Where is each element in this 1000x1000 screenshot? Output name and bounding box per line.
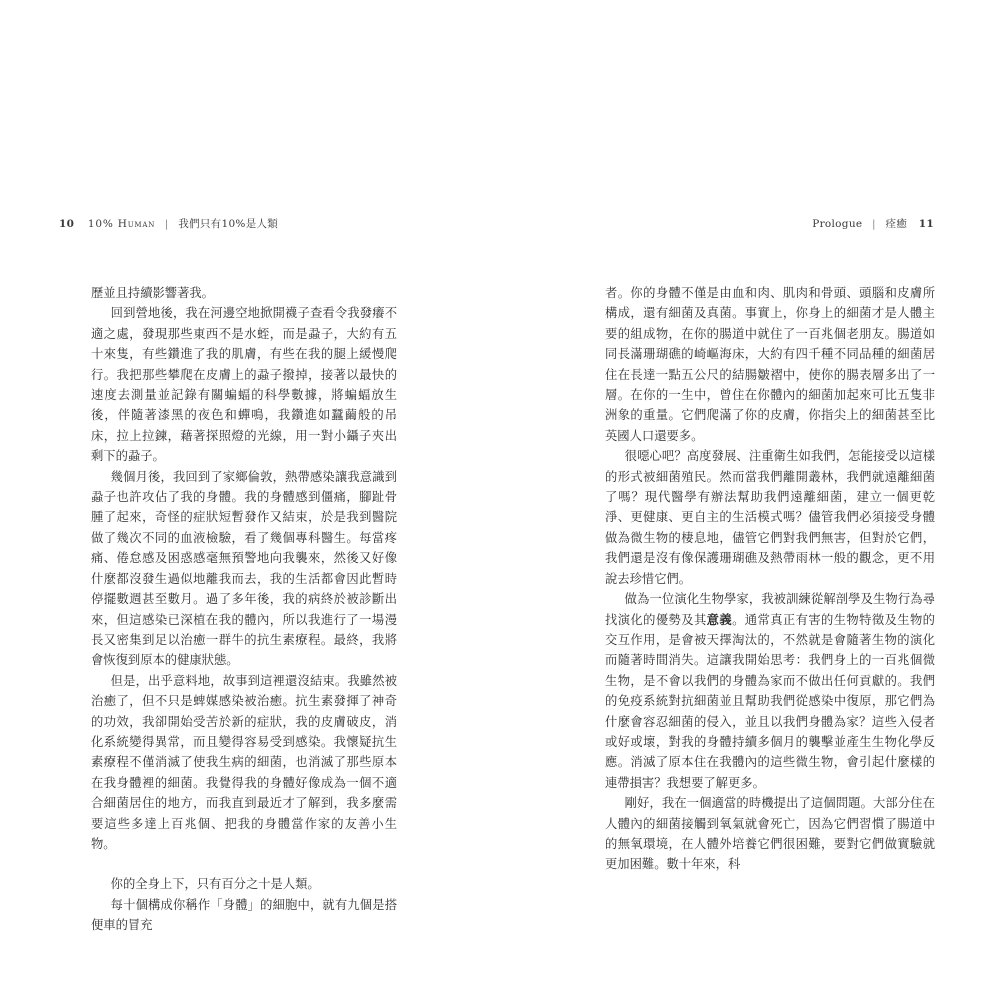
chapter-name: 痊癒: [885, 218, 908, 230]
paragraph: 者。你的身體不僅是由血和肉、肌肉和骨頭、頭腦和皮膚所構成，還有細菌及真菌。事實上，你身上的細菌才是人體主要的組成物，在你的腸道中就住了一百兆個老朋友。腸道如同長滿珊瑚礁的崎嶇海床，大約有四千種不同品種的細菌居住在長達一點五公尺的結腸皺褶中，使你的腸表層多出了一層。在你的一生中，曾住在你體內的細菌加起來可比五隻非洲象的重量。它們爬滿了你的皮膚，你指尖上的細菌甚至比英國人口還要多。: [605, 286, 935, 443]
paragraph-text: 做為一位演化生物學家，我被訓練從解剖學及生物行為尋找演化的優勢及其: [605, 592, 935, 627]
header-separator-left: |: [164, 218, 169, 230]
paragraph: 你的全身上下，只有百分之十是人類。: [110, 877, 320, 892]
paragraph: 每十個構成你稱作「身體」的細胞中，就有九個是搭便車的冒充: [91, 897, 397, 933]
section-name: Prologue: [812, 218, 863, 230]
paragraph: 很噁心吧？高度發展、注重衛生如我們，怎能接受以這樣的形式被細菌殖民。然而當我們離開叢林，我們就遠離細菌了嗎？現代醫學有辦法幫助我們遠離細菌，建立一個更乾淨、更健康、更自主的生活模式嗎？儘管我們必須接受身體做為微生物的棲息地，儘管它們對我們無害，但對於它們，我們還是沒有像保護珊瑚礁及熱帶雨林一般的觀念，更不用說去珍惜它們。: [605, 449, 935, 586]
book-subtitle: 我們只有10%是人類: [178, 218, 279, 230]
paragraph: 但是，出乎意料地，故事到這裡還沒結束。我雖然被治癒了，但不只是蜱媒感染被治癒。抗生素發揮了神奇的功效，我卻開始受苦於新的症狀，我的皮膚破皮，消化系統變得異常，而且變得容易受到感染。我懷疑抗生素療程不僅消滅了使我生病的細菌，也消滅了那些原本在我身體裡的細菌。我覺得我的身體好像成為一個不適合細菌居住的地方，而我直到最近才了解到，我多麼需要這些多達上百兆個、把我的身體當作家的友善小生物。: [91, 673, 397, 851]
paragraph: 剛好，我在一個適當的時機提出了這個問題。大部分住在人體內的細菌接觸到氧氣就會死亡，因為它們習慣了腸道中的無氧環境，在人體外培養它們很困難，要對它們做實驗就更加困難。數十年來，科: [605, 796, 935, 872]
page-number-left: 10: [59, 218, 75, 230]
right-page-body: [605, 283, 935, 875]
paragraph: 歷並且持續影響著我。: [91, 286, 214, 300]
running-head-left: [59, 216, 278, 232]
header-separator-right: |: [872, 218, 876, 230]
paragraph: [605, 589, 935, 793]
left-page-body: [91, 283, 397, 936]
emphasis-text: 意義: [706, 611, 733, 627]
book-title: 10% Human: [87, 218, 156, 230]
page-number-right: 11: [918, 218, 934, 230]
paragraph: 回到營地後，我在河邊空地掀開襪子查看令我發癢不適之處，發現那些東西不是水蛭，而是蝨子，大約有五十來隻，有些鑽進了我的肌膚，有些在我的腿上緩慢爬行。我把那些攀爬在皮膚上的蝨子撥掉，接著以最快的速度去測量並記錄有關蝙蝠的科學數據，將蝙蝠放生後，伴隨著漆黑的夜色和蟬鳴，我鑽進如蠶繭般的吊床，拉上拉鍊，藉著探照燈的光線，用一對小鑷子夾出剩下的蝨子。: [91, 306, 397, 464]
paragraph-text: 。通常真正有害的生物特徵及生物的交互作用，是會被天擇淘汰的，不然就是會隨著生物的演化而隨著時間消失。這讓我開始思考：我們身上的一百兆個微生物，是不會以我們的身體為家而不做出任何貢獻的。我們的免疫系統對抗細菌並且幫助我們從感染中復原，那它們為什麼會容忍細菌的侵入，並且以我們身體為家？這些入侵者或好或壞，對我的身體持續多個月的襲擊並產生生物化學反應。消滅了原本住在我體內的這些微生物，會引起什麼樣的連帶損害？我想要了解更多。: [605, 612, 935, 790]
running-head-right: [812, 216, 934, 232]
paragraph: 幾個月後，我回到了家鄉倫敦，熱帶感染讓我意識到蝨子也許攻佔了我的身體。我的身體感到僵痛，腳趾骨腫了起來，奇怪的症狀短暫發作又結束，於是我到醫院做了幾次不同的血液檢驗，看了幾個專科醫生。每當疼痛、倦怠感及困惑感毫無預警地向我襲來，然後又好像什麼都沒發生過似地離我而去，我的生活都會因此暫時停擺數週甚至數月。過了多年後，我的病終於被診斷出來，但這感染已深植在我的體內，所以我進行了一場漫長又密集到足以治癒一群牛的抗生素療程。最終，我將會恢復到原本的健康狀態。: [91, 469, 397, 668]
